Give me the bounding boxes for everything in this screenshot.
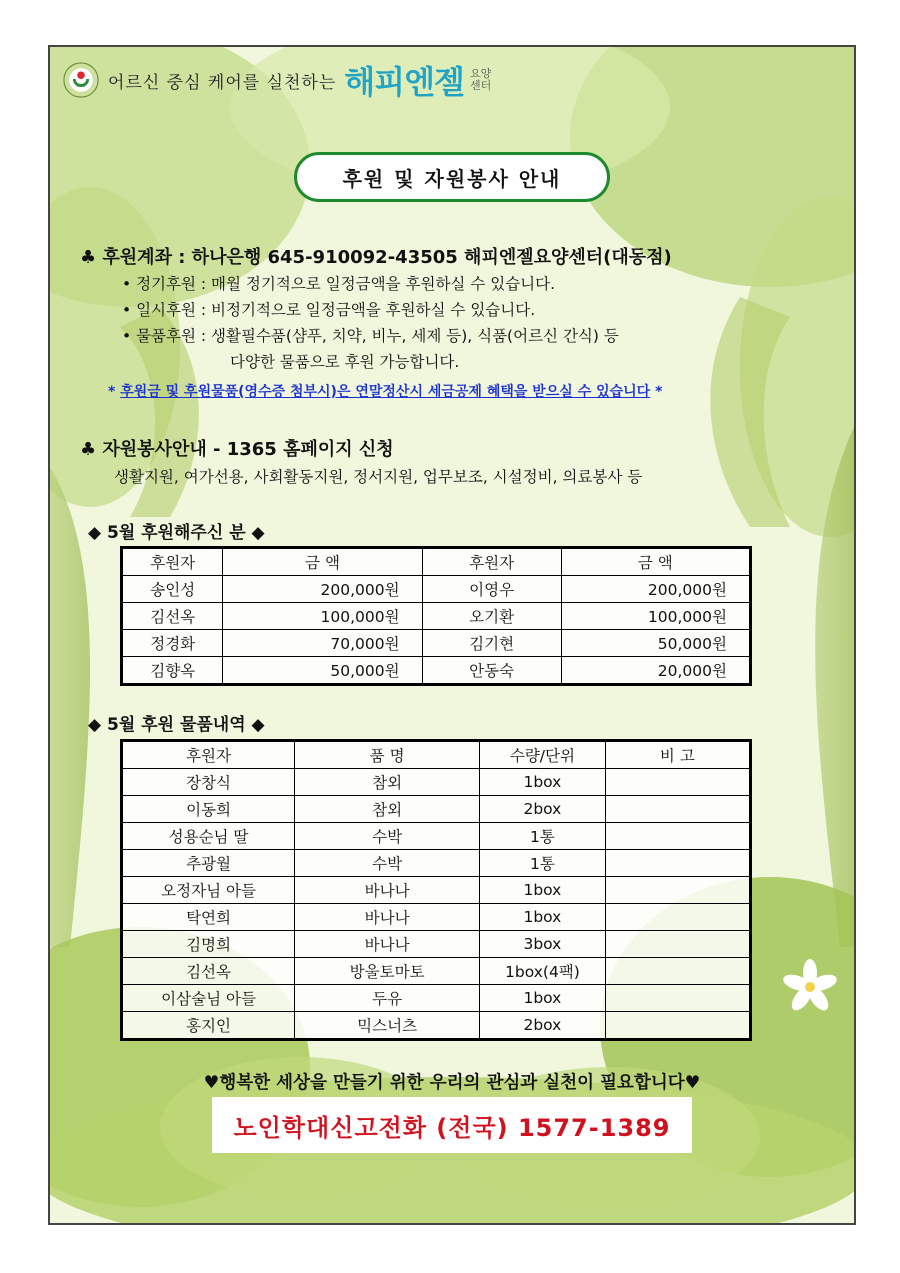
table-row <box>122 850 751 877</box>
donor-amount: 70,000원 <box>223 630 422 657</box>
brand-name: 해피엔젤 <box>344 63 464 101</box>
table-row <box>122 630 751 657</box>
table-row <box>122 796 751 823</box>
table-header-row <box>122 548 751 576</box>
goods-qty: 1통 <box>480 850 606 877</box>
table-header: 금 액 <box>561 548 750 576</box>
table-row <box>122 958 751 985</box>
goods-qty: 3box <box>480 931 606 958</box>
table-header: 품 명 <box>295 741 480 769</box>
donation-item: • 물품후원 : 생활필수품(샴푸, 치약, 비누, 세제 등), 식품(어르신 간식) 등 <box>122 327 619 345</box>
goods-note <box>605 769 750 796</box>
goods-item: 바나나 <box>295 877 480 904</box>
tagline: 어르신 중심 케어를 실천하는 <box>108 72 337 93</box>
table-row <box>122 904 751 931</box>
tax-note-text: 후원금 및 후원물품(영수증 첨부시)은 연말정산시 세금공제 혜택을 받으실 수 있습니다 <box>120 384 651 400</box>
goods-item: 참외 <box>295 796 480 823</box>
goods-item: 믹스너츠 <box>295 1012 480 1040</box>
goods-item: 수박 <box>295 850 480 877</box>
donation-heading: ♣ 후원계좌 : 하나은행 645-910092-43505 해피엔젤요양센터(대동점) <box>80 247 672 268</box>
table-header: 비 고 <box>605 741 750 769</box>
donor-amount: 100,000원 <box>223 603 422 630</box>
donor-amount: 50,000원 <box>561 630 750 657</box>
table-header: 금 액 <box>223 548 422 576</box>
donor-amount: 200,000원 <box>561 576 750 603</box>
donor-name: 김기현 <box>422 630 561 657</box>
goods-note <box>605 877 750 904</box>
table-header: 후원자 <box>122 548 223 576</box>
donors-table <box>120 546 752 686</box>
donor-name: 정경화 <box>122 630 223 657</box>
goods-note <box>605 958 750 985</box>
goods-qty: 1통 <box>480 823 606 850</box>
donation-item: • 정기후원 : 매월 정기적으로 일정금액을 후원하실 수 있습니다. <box>122 275 556 293</box>
table-row <box>122 576 751 603</box>
note-star-left: * <box>108 384 121 400</box>
table-header-row <box>122 741 751 769</box>
donor-name: 오기환 <box>422 603 561 630</box>
goods-note <box>605 823 750 850</box>
brand-sub <box>470 68 491 92</box>
goods-item: 바나나 <box>295 904 480 931</box>
goods-heading: ◆ 5월 후원 물품내역 ◆ <box>88 715 265 735</box>
note-star-right: * <box>650 384 663 400</box>
goods-qty: 1box <box>480 904 606 931</box>
brand-sub-line1: 요양 <box>469 67 492 80</box>
goods-note <box>605 796 750 823</box>
goods-item: 참외 <box>295 769 480 796</box>
closing-message: ♥행복한 세상을 만들기 위한 우리의 관심과 실천이 필요합니다♥ <box>203 1073 701 1093</box>
goods-donor: 추광월 <box>122 850 295 877</box>
donor-amount: 20,000원 <box>561 657 750 685</box>
donation-item: 다양한 물품으로 후원 가능합니다. <box>230 353 460 371</box>
donation-item: • 일시후원 : 비정기적으로 일정금액을 후원하실 수 있습니다. <box>122 301 536 319</box>
donors-heading: ◆ 5월 후원해주신 분 ◆ <box>88 523 265 543</box>
table-header: 후원자 <box>422 548 561 576</box>
hotline-banner: 노인학대신고전화 (전국) 1577-1389 <box>212 1097 692 1153</box>
seal-logo-icon <box>62 61 100 99</box>
donor-name: 김향옥 <box>122 657 223 685</box>
goods-donor: 김선옥 <box>122 958 295 985</box>
brand-sub-line2: 센터 <box>469 79 492 92</box>
table-row <box>122 985 751 1012</box>
goods-note <box>605 850 750 877</box>
donor-name: 안동숙 <box>422 657 561 685</box>
goods-donor: 오정자님 아들 <box>122 877 295 904</box>
goods-item: 수박 <box>295 823 480 850</box>
donor-name: 송인성 <box>122 576 223 603</box>
header <box>62 59 491 101</box>
volunteer-heading: ♣ 자원봉사안내 - 1365 홈페이지 신청 <box>80 439 394 460</box>
goods-note <box>605 904 750 931</box>
goods-note <box>605 985 750 1012</box>
goods-item: 두유 <box>295 985 480 1012</box>
table-row <box>122 877 751 904</box>
table-row <box>122 823 751 850</box>
table-row <box>122 1012 751 1040</box>
goods-qty: 1box <box>480 985 606 1012</box>
goods-donor: 탁연희 <box>122 904 295 931</box>
table-row <box>122 931 751 958</box>
donor-amount: 50,000원 <box>223 657 422 685</box>
goods-table <box>120 739 752 1041</box>
goods-donor: 홍지인 <box>122 1012 295 1040</box>
goods-qty: 1box(4팩) <box>480 958 606 985</box>
goods-donor: 이삼술님 아들 <box>122 985 295 1012</box>
tax-note <box>108 381 662 401</box>
goods-donor: 성용순님 딸 <box>122 823 295 850</box>
table-header: 후원자 <box>122 741 295 769</box>
goods-note <box>605 1012 750 1040</box>
goods-qty: 1box <box>480 769 606 796</box>
goods-note <box>605 931 750 958</box>
goods-qty: 2box <box>480 1012 606 1040</box>
page-title: 후원 및 자원봉사 안내 <box>294 152 610 202</box>
donor-amount: 100,000원 <box>561 603 750 630</box>
table-row <box>122 657 751 685</box>
table-row <box>122 769 751 796</box>
goods-donor: 이동희 <box>122 796 295 823</box>
donor-amount: 200,000원 <box>223 576 422 603</box>
goods-donor: 김명희 <box>122 931 295 958</box>
donor-name: 김선옥 <box>122 603 223 630</box>
goods-donor: 장창식 <box>122 769 295 796</box>
goods-item: 방울토마토 <box>295 958 480 985</box>
table-row <box>122 603 751 630</box>
page-frame <box>48 45 856 1225</box>
donor-name: 이영우 <box>422 576 561 603</box>
goods-qty: 1box <box>480 877 606 904</box>
goods-item: 바나나 <box>295 931 480 958</box>
volunteer-desc: 생활지원, 여가선용, 사회활동지원, 정서지원, 업무보조, 시설정비, 의료봉사 등 <box>114 468 643 486</box>
table-header: 수량/단위 <box>480 741 606 769</box>
goods-qty: 2box <box>480 796 606 823</box>
